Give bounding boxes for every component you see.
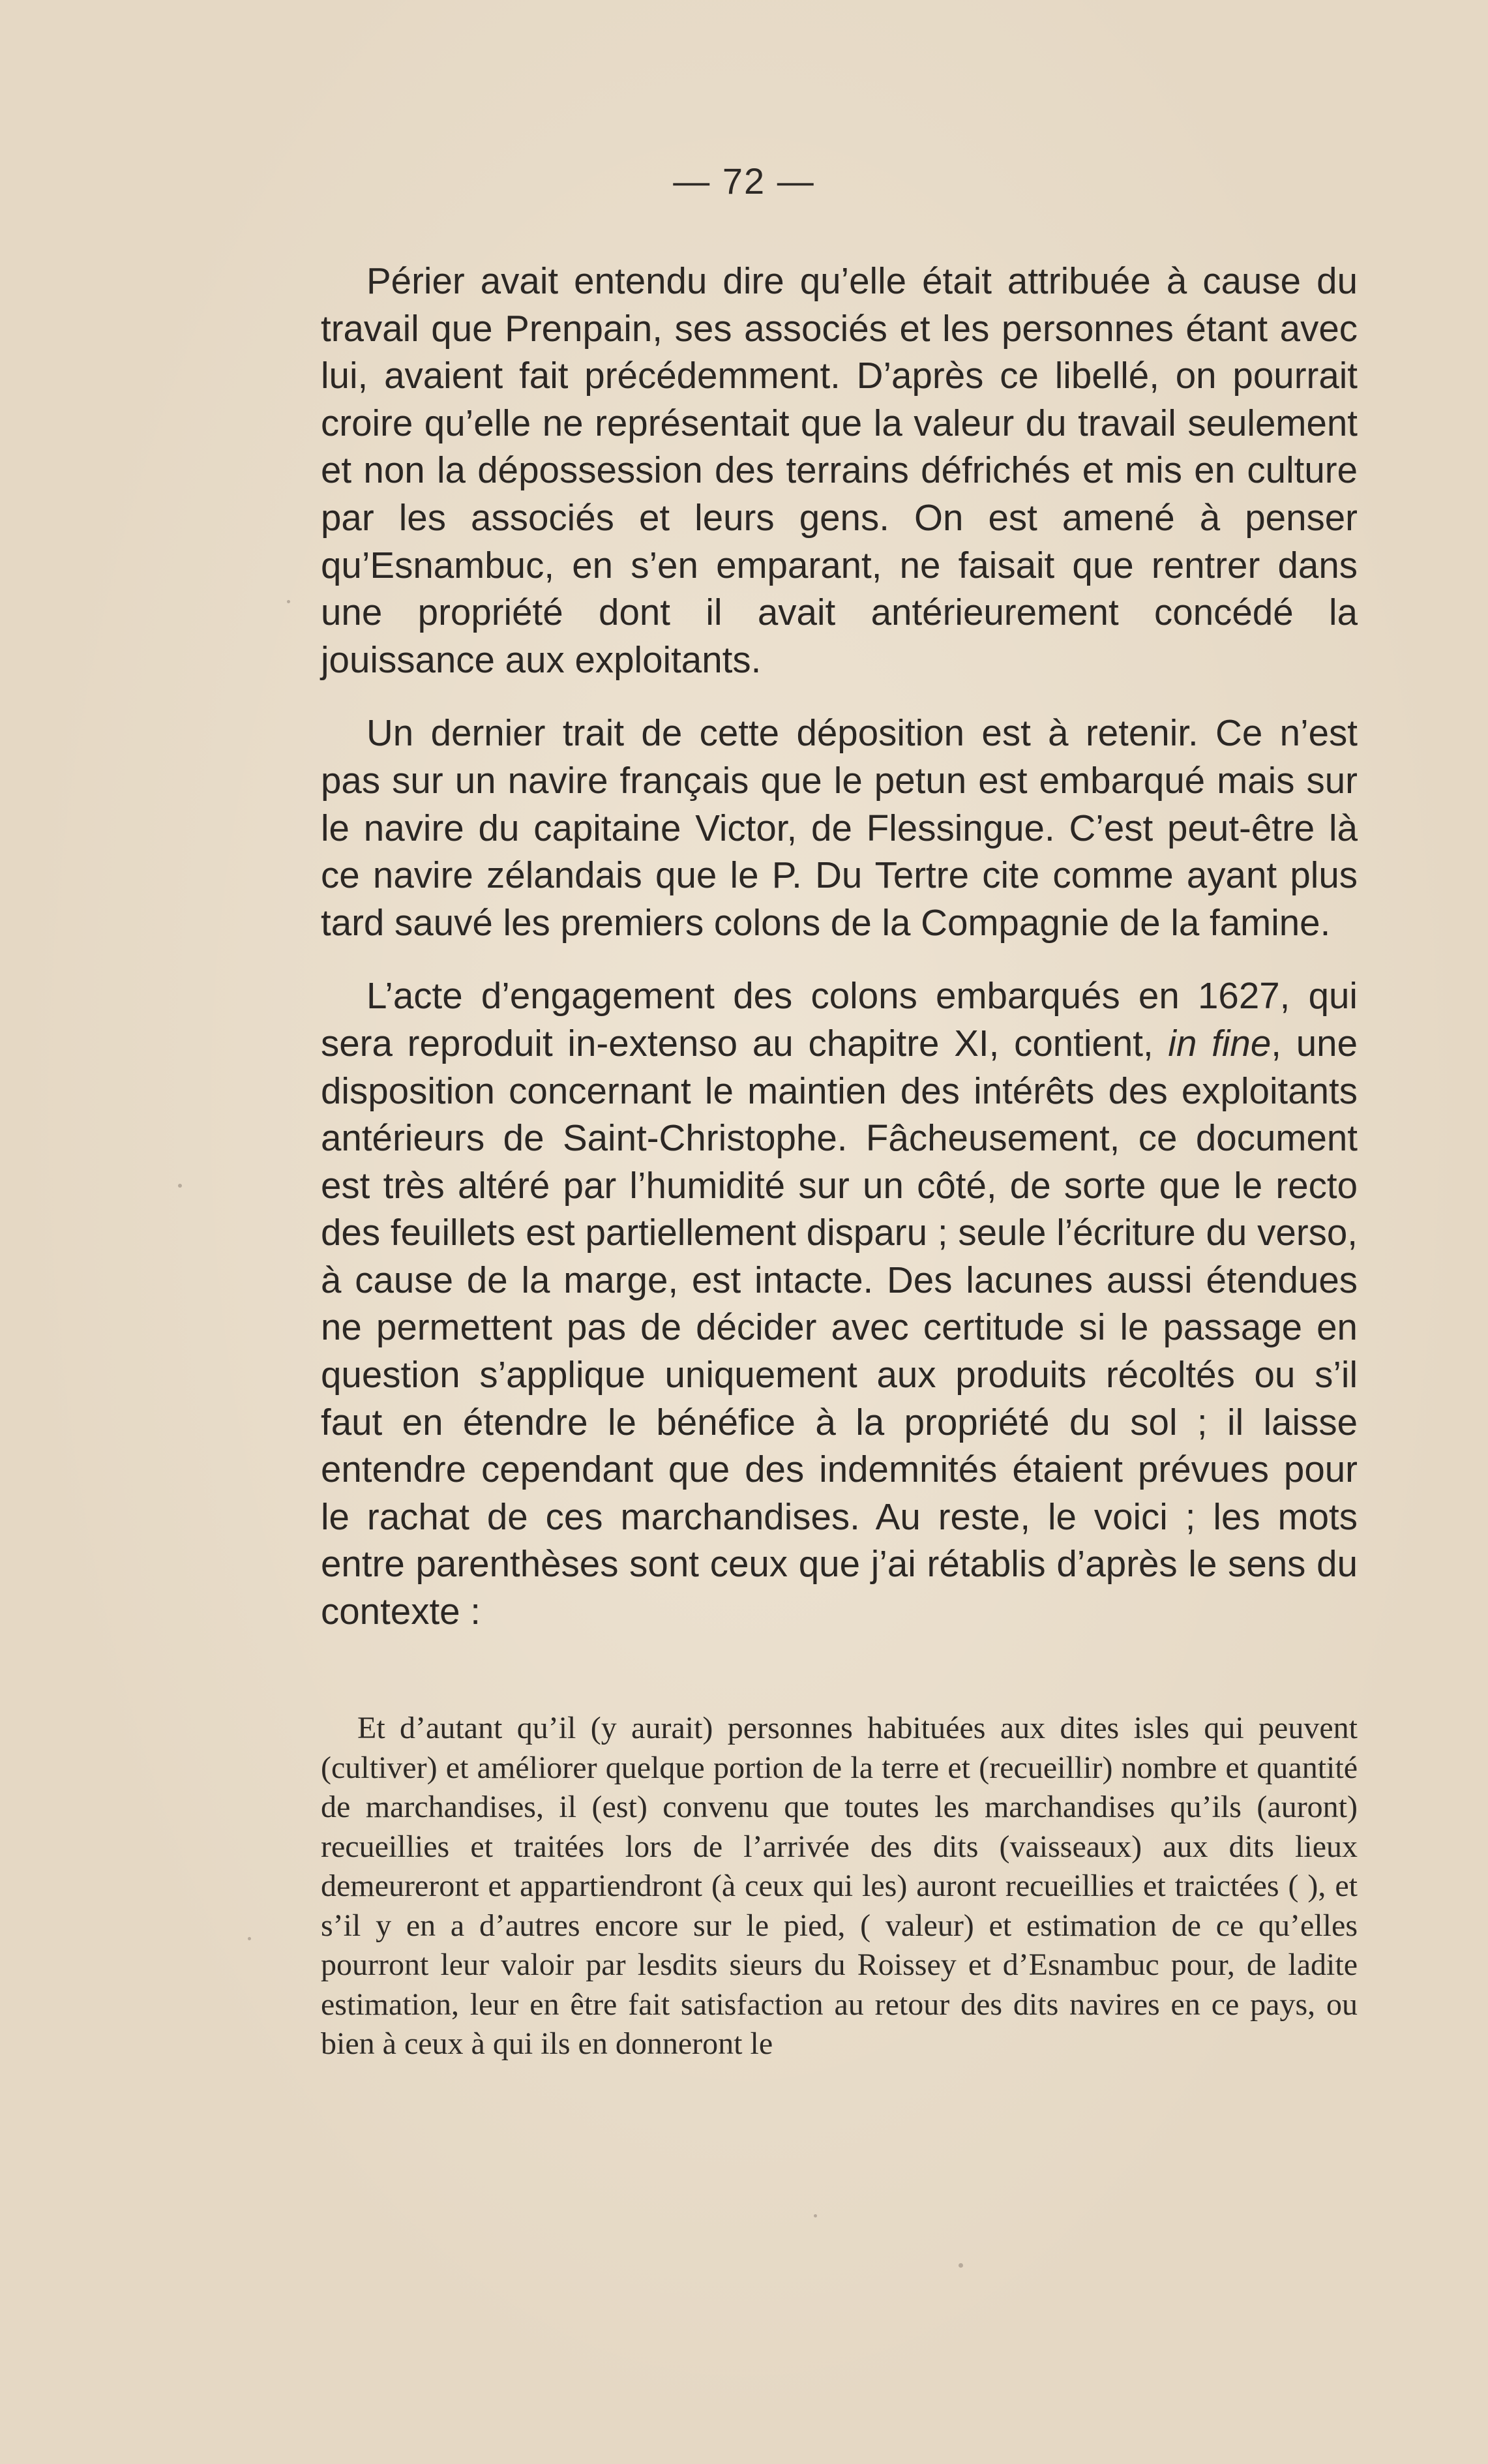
quoted-document-excerpt xyxy=(321,1709,1358,2064)
paragraph-3-part-2: , une disposition concernant le maintien des intérêts des exploitants antérieurs de Saint-Christophe. Fâcheusement, ce document est très altéré par l’humidité sur un côté, de sorte que le recto des feuillets est partiellement disparu ; seule l’écriture du verso, à cause de la marge, est intacte. Des lacunes aussi étendues ne permettent pas de décider avec certitude si le passage en question s’applique uniquement aux produits récoltés ou s’il faut en étendre le bénéfice à la propriété du sol ; il laisse entendre cependant que des indemnités étaient prévues pour le rachat de ces marchandises. Au reste, le voici ; les mots entre parenthèses sont ceux que j’ai rétablis d’après le sens du contexte : xyxy=(321,1022,1358,1632)
main-text-block xyxy=(321,258,1358,1636)
paper-speck xyxy=(959,2263,963,2268)
paper-speck xyxy=(248,1937,251,1940)
page-number: — 72 — xyxy=(673,160,815,202)
paragraph-1: Périer avait entendu dire qu’elle était attribuée à cause du travail que Prenpain, ses associés et les personnes étant avec lui, avaient fait précédemment. D’après ce libellé, on pourrait croire qu’elle ne représentait que la valeur du travail seulement et non la dépossession des terrains défrichés et mis en culture par les associés et leurs gens. On est amené à penser qu’Esnambuc, en s’en emparant, ne faisait que rentrer dans une propriété dont il avait antérieurement concédé la jouissance aux exploitants. xyxy=(321,260,1358,680)
paragraph-3-part-1: L’acte d’engagement des colons embarqués en 1627, qui sera reproduit in-extenso au chapitre XI, contient, xyxy=(321,975,1358,1064)
quote-paragraph: Et d’autant qu’il (y aurait) personnes habituées aux dites isles qui peuvent (cultiver) et améliorer quelque portion de la terre et (recueillir) nombre et quantité de marchandises, il (est) convenu que toutes les marchandises qu’ils (auront) recueillies et traitées lors de l’arrivée des dits (vaisseaux) aux dits lieux demeureront et appartiendront (à ceux qui les) auront recueillies et traictées ( ), et s’il y en a d’autres encore sur le pied, ( valeur) et estimation de ce qu’elles pourront leur valoir par lesdits sieurs du Roissey et d’Esnambuc pour, de ladite estimation, leur en être fait satisfaction au retour des dits navires en ce pays, ou bien à ceux à qui ils en donneront le xyxy=(321,1711,1358,2061)
paper-speck xyxy=(287,600,290,603)
italic-latin-term: in fine xyxy=(1168,1022,1272,1064)
paragraph-3 xyxy=(321,972,1358,1635)
paper-speck xyxy=(814,2214,817,2217)
paper-speck xyxy=(178,1184,182,1188)
paragraph-2: Un dernier trait de cette déposition est à retenir. Ce n’est pas sur un navire français que le petun est embarqué mais sur le navire du capitaine Victor, de Flessingue. C’est peut-être là ce navire zélandais que le P. Du Tertre cite comme ayant plus tard sauvé les premiers colons de la Compagnie de la famine. xyxy=(321,712,1358,943)
